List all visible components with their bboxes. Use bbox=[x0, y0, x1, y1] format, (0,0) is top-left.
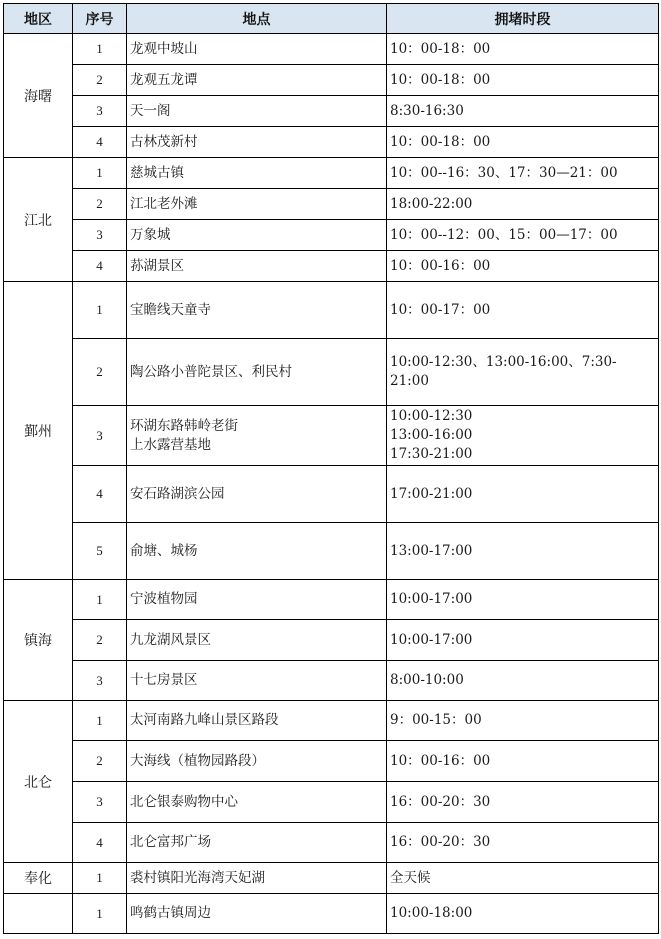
header-place: 地点 bbox=[127, 4, 387, 34]
time-cell bbox=[387, 823, 659, 863]
place-cell bbox=[127, 661, 387, 701]
time-cell bbox=[387, 96, 659, 127]
place-line: 宝瞻线天童寺 bbox=[130, 301, 211, 318]
time-line: 10:00-12:30 bbox=[390, 408, 473, 424]
region-cell: 镇海 bbox=[4, 580, 73, 701]
number-cell: 2 bbox=[73, 65, 127, 96]
time-cell bbox=[387, 741, 659, 782]
time-line: 21:00 bbox=[390, 373, 429, 389]
time-line: 16：00-20：30 bbox=[390, 793, 491, 810]
number-cell: 1 bbox=[73, 701, 127, 741]
time-line: 8:00-10:00 bbox=[390, 672, 464, 688]
place-cell bbox=[127, 406, 387, 466]
number-cell: 2 bbox=[73, 620, 127, 661]
number-cell: 1 bbox=[73, 894, 127, 934]
table-row bbox=[4, 158, 659, 189]
time-cell bbox=[387, 523, 659, 580]
number-cell: 3 bbox=[73, 406, 127, 466]
time-cell bbox=[387, 158, 659, 189]
place-line: 环湖东路韩岭老街 bbox=[130, 417, 238, 434]
region-cell: 鄞州 bbox=[4, 282, 73, 580]
place-cell bbox=[127, 220, 387, 251]
place-cell bbox=[127, 523, 387, 580]
time-cell bbox=[387, 34, 659, 65]
place-line: 江北老外滩 bbox=[130, 195, 198, 212]
place-cell bbox=[127, 466, 387, 523]
place-line: 慈城古镇 bbox=[130, 164, 184, 181]
time-line: 全天候 bbox=[390, 869, 431, 886]
time-cell bbox=[387, 251, 659, 282]
place-cell bbox=[127, 741, 387, 782]
time-line: 10：00-16：00 bbox=[390, 257, 491, 274]
number-cell: 3 bbox=[73, 96, 127, 127]
time-line: 18:00-22:00 bbox=[390, 195, 473, 212]
table-row bbox=[4, 65, 659, 96]
table-row bbox=[4, 406, 659, 466]
place-cell bbox=[127, 823, 387, 863]
table-row bbox=[4, 251, 659, 282]
time-line: 10:00-12:30、13:00-16:00、7:30- bbox=[390, 354, 617, 370]
place-cell bbox=[127, 96, 387, 127]
table-row bbox=[4, 466, 659, 523]
table-row bbox=[4, 96, 659, 127]
place-line: 陶公路小普陀景区、利民村 bbox=[130, 363, 292, 380]
place-line: 龙观五龙谭 bbox=[130, 71, 198, 88]
place-cell bbox=[127, 580, 387, 620]
place-line: 裘村镇阳光海湾天妃湖 bbox=[130, 869, 265, 886]
number-cell: 2 bbox=[73, 339, 127, 406]
table-row bbox=[4, 189, 659, 220]
header-region: 地区 bbox=[4, 4, 73, 34]
time-line: 10：00-17：00 bbox=[390, 301, 491, 318]
time-line: 10:00-18:00 bbox=[390, 905, 473, 921]
place-line: 鸣鹤古镇周边 bbox=[130, 905, 211, 921]
table-row bbox=[4, 220, 659, 251]
place-line: 北仑富邦广场 bbox=[130, 834, 211, 850]
number-cell: 4 bbox=[73, 823, 127, 863]
table-row bbox=[4, 34, 659, 65]
region-cell: 海曙 bbox=[4, 34, 73, 158]
number-cell: 2 bbox=[73, 189, 127, 220]
time-cell bbox=[387, 127, 659, 158]
time-cell bbox=[387, 466, 659, 523]
place-cell bbox=[127, 251, 387, 282]
place-line: 安石路湖滨公园 bbox=[130, 485, 225, 502]
place-cell bbox=[127, 34, 387, 65]
place-cell bbox=[127, 189, 387, 220]
time-cell bbox=[387, 701, 659, 741]
table-row bbox=[4, 863, 659, 894]
time-cell bbox=[387, 580, 659, 620]
place-cell bbox=[127, 620, 387, 661]
time-cell bbox=[387, 782, 659, 823]
number-cell: 1 bbox=[73, 34, 127, 65]
place-cell bbox=[127, 158, 387, 189]
place-line: 俞塘、城杨 bbox=[130, 542, 198, 559]
time-line: 17:30-21:00 bbox=[390, 446, 473, 462]
table-row bbox=[4, 620, 659, 661]
place-line: 上水露营基地 bbox=[130, 436, 211, 453]
table-row bbox=[4, 282, 659, 339]
time-line: 10：00-18：00 bbox=[390, 133, 491, 150]
table-row bbox=[4, 523, 659, 580]
place-cell bbox=[127, 782, 387, 823]
region-cell: 北仑 bbox=[4, 701, 73, 863]
number-cell: 5 bbox=[73, 523, 127, 580]
time-line: 10：00-18：00 bbox=[390, 71, 491, 88]
time-cell bbox=[387, 661, 659, 701]
table-row bbox=[4, 782, 659, 823]
number-cell: 1 bbox=[73, 282, 127, 339]
time-line: 8:30-16:30 bbox=[390, 102, 464, 119]
time-line: 10:00-17:00 bbox=[390, 631, 473, 648]
region-cell: 奉化 bbox=[4, 863, 73, 894]
number-cell: 3 bbox=[73, 220, 127, 251]
time-line: 10：00--12：00、15：00—17：00 bbox=[390, 226, 618, 243]
place-line: 太河南路九峰山景区路段 bbox=[130, 712, 279, 728]
place-cell bbox=[127, 863, 387, 894]
time-cell bbox=[387, 339, 659, 406]
number-cell: 1 bbox=[73, 158, 127, 189]
time-line: 10:00-17:00 bbox=[390, 591, 473, 607]
place-line: 大海线（植物园路段） bbox=[130, 752, 265, 769]
place-line: 宁波植物园 bbox=[130, 591, 198, 607]
congestion-table bbox=[3, 3, 659, 934]
header-number: 序号 bbox=[73, 4, 127, 34]
table-row bbox=[4, 701, 659, 741]
place-line: 古林茂新村 bbox=[130, 133, 198, 150]
table-row bbox=[4, 580, 659, 620]
table-row bbox=[4, 741, 659, 782]
table-header-row bbox=[4, 4, 659, 34]
number-cell: 1 bbox=[73, 580, 127, 620]
table-row bbox=[4, 339, 659, 406]
place-line: 九龙湖风景区 bbox=[130, 631, 211, 648]
number-cell: 3 bbox=[73, 661, 127, 701]
time-line: 10：00-16：00 bbox=[390, 752, 491, 769]
place-cell bbox=[127, 282, 387, 339]
header-time: 拥堵时段 bbox=[387, 4, 659, 34]
place-line: 十七房景区 bbox=[130, 672, 198, 688]
time-line: 10：00-18：00 bbox=[390, 40, 491, 57]
time-cell bbox=[387, 65, 659, 96]
region-cell: 江北 bbox=[4, 158, 73, 282]
place-cell bbox=[127, 65, 387, 96]
time-line: 16：00-20：30 bbox=[390, 834, 491, 850]
place-cell bbox=[127, 701, 387, 741]
number-cell: 4 bbox=[73, 251, 127, 282]
time-line: 17:00-21:00 bbox=[390, 485, 473, 502]
table-row bbox=[4, 127, 659, 158]
time-cell bbox=[387, 220, 659, 251]
place-line: 万象城 bbox=[130, 226, 171, 243]
number-cell: 2 bbox=[73, 741, 127, 782]
place-line: 龙观中坡山 bbox=[130, 40, 198, 57]
time-cell bbox=[387, 406, 659, 466]
place-cell bbox=[127, 339, 387, 406]
number-cell: 1 bbox=[73, 863, 127, 894]
number-cell: 3 bbox=[73, 782, 127, 823]
table-body bbox=[4, 34, 659, 934]
region-cell bbox=[4, 894, 73, 934]
time-cell bbox=[387, 863, 659, 894]
table-row bbox=[4, 661, 659, 701]
time-line: 9：00-15：00 bbox=[390, 712, 482, 728]
place-line: 天一阁 bbox=[130, 102, 171, 119]
time-cell bbox=[387, 894, 659, 934]
time-line: 13:00-17:00 bbox=[390, 542, 473, 559]
time-cell bbox=[387, 620, 659, 661]
time-line: 13:00-16:00 bbox=[390, 427, 473, 443]
number-cell: 4 bbox=[73, 127, 127, 158]
table-row bbox=[4, 894, 659, 934]
place-line: 荪湖景区 bbox=[130, 257, 184, 274]
time-cell bbox=[387, 282, 659, 339]
number-cell: 4 bbox=[73, 466, 127, 523]
time-line: 10：00--16：30、17：30—21：00 bbox=[390, 164, 618, 181]
place-cell bbox=[127, 894, 387, 934]
place-cell bbox=[127, 127, 387, 158]
table-row bbox=[4, 823, 659, 863]
place-line: 北仑银泰购物中心 bbox=[130, 793, 238, 810]
time-cell bbox=[387, 189, 659, 220]
